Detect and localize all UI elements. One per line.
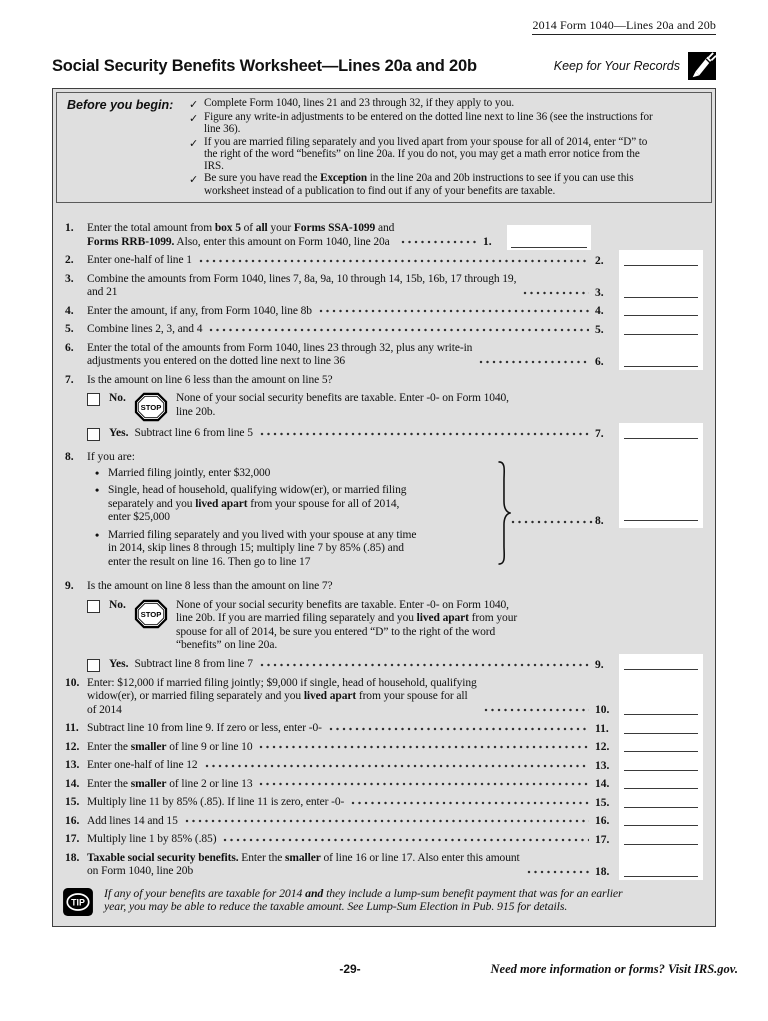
line-13-entry[interactable] — [619, 755, 703, 774]
bullet-text: Married filing jointly, enter $32,000 — [108, 466, 271, 479]
row-line-18 — [53, 848, 715, 880]
no-label: No. — [109, 598, 126, 611]
line-7-no-checkbox[interactable] — [87, 393, 100, 406]
row-text: Enter one-half of line 1 — [87, 254, 192, 267]
line-15-entry[interactable] — [619, 792, 703, 811]
row-label: 12. — [595, 741, 610, 754]
entry-underline — [624, 334, 698, 335]
entry-spacer — [619, 370, 703, 389]
bullet-icon: • — [95, 465, 100, 480]
pencil-icon — [688, 52, 716, 80]
line-9-no-checkbox[interactable] — [87, 600, 100, 613]
row-number: 14. — [65, 777, 80, 790]
entry-underline — [511, 247, 587, 248]
svg-text:STOP: STOP — [140, 403, 162, 413]
dotted-leader — [351, 798, 589, 808]
row-number: 3. — [65, 272, 74, 285]
dotted-leader — [223, 835, 589, 845]
entry-underline — [624, 788, 698, 789]
row-number — [59, 654, 87, 673]
row-label: 6. — [595, 355, 604, 368]
tip-text: If any of your benefits are taxable for 2014 and they include a lump-sum benefit payment that was for an earlier year, you may be able to reduce the taxable amount. See Lump-Sum Election in Pub. 915 for details. — [104, 885, 623, 914]
row-label: 16. — [595, 815, 610, 828]
line-10-entry[interactable] — [619, 673, 703, 719]
row-number: 2. — [65, 254, 74, 267]
row-text: Subtract line 6 from line 5 — [134, 427, 253, 440]
keep-for-records-label: Keep for Your Records — [553, 59, 680, 73]
row-label: 7. — [595, 428, 604, 441]
dotted-leader — [523, 288, 589, 298]
tip-icon — [63, 888, 93, 916]
row-number: 7. — [65, 373, 74, 386]
dotted-leader — [260, 429, 589, 439]
line-17-entry[interactable] — [619, 829, 703, 848]
checklist-item-text: Be sure you have read the Exception in the line 20a and 20b instructions to see if you can use this worksheet instead of a publication to find out if any of your benefits are taxable. — [204, 172, 634, 197]
line-8-entry[interactable] — [619, 442, 703, 576]
row-label: 1. — [483, 236, 492, 249]
stop-icon — [134, 392, 168, 422]
row-text: Add lines 14 and 15 — [87, 814, 178, 827]
checkmark-icon: ✓ — [189, 137, 199, 150]
row-text: Enter one-half of line 12 — [87, 759, 198, 772]
row-number: 15. — [65, 796, 80, 809]
checklist-item — [189, 136, 707, 173]
line-5-entry[interactable] — [619, 319, 703, 338]
row-line-5 — [53, 319, 715, 338]
line-1-entry[interactable] — [507, 225, 591, 250]
row-line-14 — [53, 774, 715, 793]
row-label — [593, 595, 619, 654]
title-row — [52, 52, 716, 80]
row-number: 11. — [65, 722, 79, 735]
worksheet-box — [52, 88, 716, 927]
dotted-leader — [479, 357, 589, 367]
bullet-icon: • — [95, 527, 100, 542]
checklist-item-text: If you are married filing separately and you lived apart from your spouse for all of 2014, enter “D” to the right of the word “benefits” on line 20a. If you do not, you may get a math error notice from the IRS. — [204, 135, 648, 173]
row-label: 5. — [595, 323, 604, 336]
entry-underline — [624, 520, 698, 521]
svg-text:TIP: TIP — [71, 896, 85, 907]
list-item — [95, 529, 495, 570]
row-text: Multiply line 1 by 85% (.85) — [87, 833, 217, 846]
row-number: 16. — [65, 814, 80, 827]
line-7-yes-checkbox[interactable] — [87, 428, 100, 441]
row-label: 14. — [595, 778, 610, 791]
row-label: 9. — [595, 658, 604, 671]
dotted-leader — [205, 761, 589, 771]
row-label: 11. — [595, 722, 609, 735]
row-line-17 — [53, 829, 715, 848]
header — [52, 16, 716, 35]
row-text: Multiply line 11 by 85% (.85). If line 11 is zero, enter -0- — [87, 796, 345, 809]
line-11-entry[interactable] — [619, 718, 703, 737]
before-you-begin-label: Before you begin: — [67, 98, 174, 112]
checkmark-icon: ✓ — [189, 113, 199, 125]
row-label: 10. — [595, 704, 610, 717]
line-3-entry[interactable] — [619, 269, 703, 301]
entry-underline — [624, 438, 698, 439]
row-text: If you are: — [87, 451, 135, 464]
row-text: Taxable social security benefits. Enter the smaller of line 16 or line 17. Also enter this amount on Form 1040, line 20b — [87, 851, 520, 878]
row-text: Combine lines 2, 3, and 4 — [87, 323, 203, 336]
row-label: 8. — [595, 515, 604, 528]
dotted-leader — [259, 779, 589, 789]
line-4-entry[interactable] — [619, 301, 703, 320]
before-checklist — [189, 97, 707, 197]
row-label: 17. — [595, 833, 610, 846]
entry-underline — [624, 669, 698, 670]
list-item — [95, 467, 495, 481]
row-text: Subtract line 8 from line 7 — [134, 657, 253, 670]
entry-spacer — [619, 388, 703, 423]
row-line-12 — [53, 737, 715, 756]
row-text: Enter the smaller of line 2 or line 13 — [87, 777, 253, 790]
entry-underline — [624, 751, 698, 752]
entry-underline — [624, 366, 698, 367]
list-item — [95, 484, 495, 525]
footer-note: Need more information or forms? Visit IRS.gov. — [490, 962, 738, 976]
row-line-9-question — [53, 576, 715, 595]
row-text: Enter the total amount from box 5 of all your Forms SSA-1099 and Forms RRB-1099. Also, enter this amount on Form 1040, line 20a — [87, 222, 395, 248]
row-number: 9. — [65, 580, 74, 593]
row-line-11 — [53, 718, 715, 737]
row-line-7-yes — [53, 423, 715, 442]
row-text: Is the amount on line 6 less than the amount on line 5? — [87, 373, 333, 386]
row-line-16 — [53, 811, 715, 830]
row-label — [593, 388, 619, 423]
entry-underline — [624, 315, 698, 316]
no-result-text: None of your social security benefits are taxable. Enter -0- on Form 1040, line 20b. — [175, 392, 509, 418]
stop-icon — [134, 599, 168, 629]
dotted-leader — [260, 660, 589, 670]
row-number: 13. — [65, 759, 80, 772]
before-you-begin-box — [56, 92, 712, 203]
row-number — [59, 595, 87, 654]
row-text: Enter the total of the amounts from Form 1040, lines 23 through 32, plus any write-in adjustments you entered on the dotted line next to line 36 — [87, 341, 473, 368]
entry-underline — [624, 770, 698, 771]
dotted-leader — [199, 256, 589, 266]
keep-for-records — [554, 52, 716, 80]
row-number: 8. — [65, 451, 74, 464]
row-number: 18. — [65, 851, 80, 864]
row-number — [59, 388, 87, 423]
row-line-10 — [53, 673, 715, 719]
entry-underline — [624, 714, 698, 715]
bullet-text: Married filing separately and you lived with your spouse at any time in 2014, skip lines 8 through 15; multiply line 7 by 85% (.85) and enter the result on line 16. Then go to line 17 — [108, 528, 417, 568]
row-label: 2. — [595, 254, 604, 267]
row-number: 5. — [65, 323, 74, 336]
svg-text:STOP: STOP — [140, 609, 162, 619]
row-text: Enter the amount, if any, from Form 1040, line 8b — [87, 304, 312, 317]
checklist-item — [189, 111, 707, 136]
row-number: 12. — [65, 740, 80, 753]
row-text: Enter the smaller of line 9 or line 10 — [87, 740, 253, 753]
page-number: -29- — [339, 962, 361, 976]
row-number: 6. — [65, 341, 74, 354]
entry-underline — [624, 844, 698, 845]
row-text: Subtract line 10 from line 9. If zero or less, enter -0- — [87, 722, 322, 735]
row-line-13 — [53, 755, 715, 774]
entry-underline — [624, 297, 698, 298]
dotted-leader — [259, 742, 589, 752]
dotted-leader — [511, 517, 593, 527]
row-line-1 — [53, 218, 715, 250]
bullet-icon: • — [95, 483, 100, 498]
row-line-8 — [53, 442, 715, 576]
dotted-leader — [329, 724, 589, 734]
checkmark-icon: ✓ — [189, 99, 199, 111]
no-label: No. — [109, 392, 126, 405]
brace-icon — [495, 459, 511, 572]
entry-underline — [624, 733, 698, 734]
line-7-entry[interactable] — [619, 423, 703, 442]
line-14-entry[interactable] — [619, 774, 703, 793]
dotted-leader — [527, 867, 589, 877]
page-title: Social Security Benefits Worksheet—Lines 20a and 20b — [52, 56, 477, 75]
entry-spacer — [619, 595, 703, 654]
row-label — [593, 370, 619, 389]
row-label: 3. — [595, 286, 604, 299]
row-number: 1. — [65, 222, 74, 235]
entry-underline — [624, 876, 698, 877]
checklist-item — [189, 97, 707, 111]
row-number: 4. — [65, 304, 74, 317]
checklist-item-text: Figure any write-in adjustments to be entered on the dotted line next to line 36 (see the instructions for line 36). — [204, 111, 653, 136]
row-line-4 — [53, 301, 715, 320]
entry-underline — [624, 825, 698, 826]
row-number: 17. — [65, 833, 80, 846]
dotted-leader — [319, 306, 589, 316]
yes-label: Yes. — [109, 657, 129, 670]
form-reference: 2014 Form 1040—Lines 20a and 20b — [532, 18, 716, 35]
row-text: Combine the amounts from Form 1040, lines 7, 8a, 9a, 10 through 14, 15b, 16b, 17 through 19, and 21 — [87, 272, 517, 299]
row-label: 18. — [595, 865, 610, 878]
row-line-7-no — [53, 388, 715, 423]
page-footer — [0, 962, 768, 982]
filing-status-options — [95, 467, 495, 570]
row-number: 10. — [65, 676, 80, 689]
line-9-yes-checkbox[interactable] — [87, 659, 100, 672]
row-label — [593, 576, 619, 595]
dotted-leader — [209, 325, 589, 335]
line-9-entry[interactable] — [619, 654, 703, 673]
line-16-entry[interactable] — [619, 811, 703, 830]
dotted-leader — [401, 237, 477, 247]
row-line-9-no — [53, 595, 715, 654]
entry-spacer — [619, 576, 703, 595]
row-label: 15. — [595, 796, 610, 809]
row-label: 4. — [595, 305, 604, 318]
row-line-6 — [53, 338, 715, 370]
tip-note — [63, 887, 701, 916]
checklist-item-text: Complete Form 1040, lines 21 and 23 through 32, if they apply to you. — [204, 97, 515, 109]
line-6-entry[interactable] — [619, 338, 703, 370]
row-line-15 — [53, 792, 715, 811]
row-text: Enter: $12,000 if married filing jointly; $9,000 if single, head of household, qualifying widow(er), or married filing separately and you lived apart from your spouse for all of 2014 — [87, 676, 477, 716]
entry-underline — [624, 265, 698, 266]
row-line-3 — [53, 269, 715, 301]
worksheet-rows — [53, 218, 715, 880]
row-line-9-yes — [53, 654, 715, 673]
yes-label: Yes. — [109, 427, 129, 440]
row-label: 13. — [595, 759, 610, 772]
bullet-text: Single, head of household, qualifying widow(er), or married filing separately and you lived apart from your spouse for all of 2014, enter $25,000 — [108, 484, 407, 524]
entry-underline — [624, 807, 698, 808]
no-result-text: None of your social security benefits are taxable. Enter -0- on Form 1040, line 20b. If you are married filing separately and you lived apart from your spouse for all of 2014, be sure you entered “D” to the right of the word “benefits” on line 20a. — [175, 598, 518, 652]
line-2-entry[interactable] — [619, 250, 703, 269]
row-line-7-question — [53, 370, 715, 389]
row-number — [59, 423, 87, 442]
line-12-entry[interactable] — [619, 737, 703, 756]
checkmark-icon: ✓ — [189, 174, 199, 187]
dotted-leader — [185, 816, 589, 826]
line-18-entry[interactable] — [619, 848, 703, 880]
row-text: Is the amount on line 8 less than the amount on line 7? — [87, 580, 333, 593]
checklist-item — [189, 172, 707, 197]
row-line-2 — [53, 250, 715, 269]
dotted-leader — [484, 705, 589, 715]
